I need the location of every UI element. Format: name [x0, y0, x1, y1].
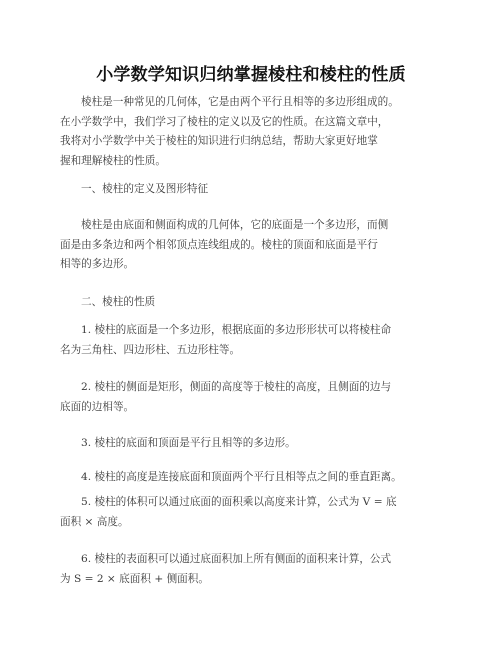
property-line: 1. 棱柱的底面是一个多边形，根据底面的多边形形状可以将棱柱命	[81, 324, 392, 336]
section1-paragraph	[60, 216, 446, 275]
section1-line: 相等的多边形。	[60, 258, 135, 270]
property-item-1	[60, 321, 446, 360]
section1-line: 面是由多条边和两个相邻顶点连线组成的。棱柱的顶面和底面是平行	[60, 238, 378, 251]
property-line: 名为三角柱、四边形柱、五边形柱等。	[60, 343, 241, 356]
property-item-5	[60, 493, 446, 532]
property-line: 为 S = 2 × 底面积 + 侧面积。	[60, 572, 209, 585]
property-item-4	[60, 468, 446, 488]
property-item-3	[60, 434, 446, 454]
property-line: 面积 × 高度。	[60, 515, 129, 528]
intro-paragraph	[60, 93, 446, 171]
intro-line: 我将对小学数学中关于棱柱的知识进行归纳总结，帮助大家更好地掌	[60, 135, 378, 147]
document-title: 小学数学知识归纳掌握棱柱和棱柱的性质	[96, 65, 406, 85]
section1-line: 棱柱是由底面和侧面构成的几何体，它的底面是一个多边形，而侧	[81, 219, 389, 231]
property-item-6	[60, 550, 446, 589]
property-item-2	[60, 378, 446, 417]
section-heading-1: 一、棱柱的定义及图形特征	[81, 183, 209, 195]
section-heading-2: 二、棱柱的性质	[81, 296, 156, 308]
intro-line: 在小学数学中，我们学习了棱柱的定义以及它的性质。在这篇文章中，	[60, 115, 389, 128]
property-line: 2. 棱柱的侧面是矩形，侧面的高度等于棱柱的高度，且侧面的边与	[81, 381, 392, 393]
property-line: 6. 棱柱的表面积可以通过底面积加上所有侧面的面积来计算，公式	[81, 553, 392, 565]
property-line: 5. 棱柱的体积可以通过底面的面积乘以高度来计算，公式为 V = 底	[81, 496, 397, 508]
property-line: 4. 棱柱的高度是连接底面和顶面两个平行且相等点之间的垂直距离。	[81, 471, 402, 483]
property-line: 底面的边相等。	[60, 400, 135, 413]
intro-line: 握和理解棱柱的性质。	[60, 154, 166, 167]
property-line: 3. 棱柱的底面和顶面是平行且相等的多边形。	[81, 437, 296, 449]
intro-line: 棱柱是一种常见的几何体，它是由两个平行且相等的多边形组成的。	[81, 96, 399, 108]
